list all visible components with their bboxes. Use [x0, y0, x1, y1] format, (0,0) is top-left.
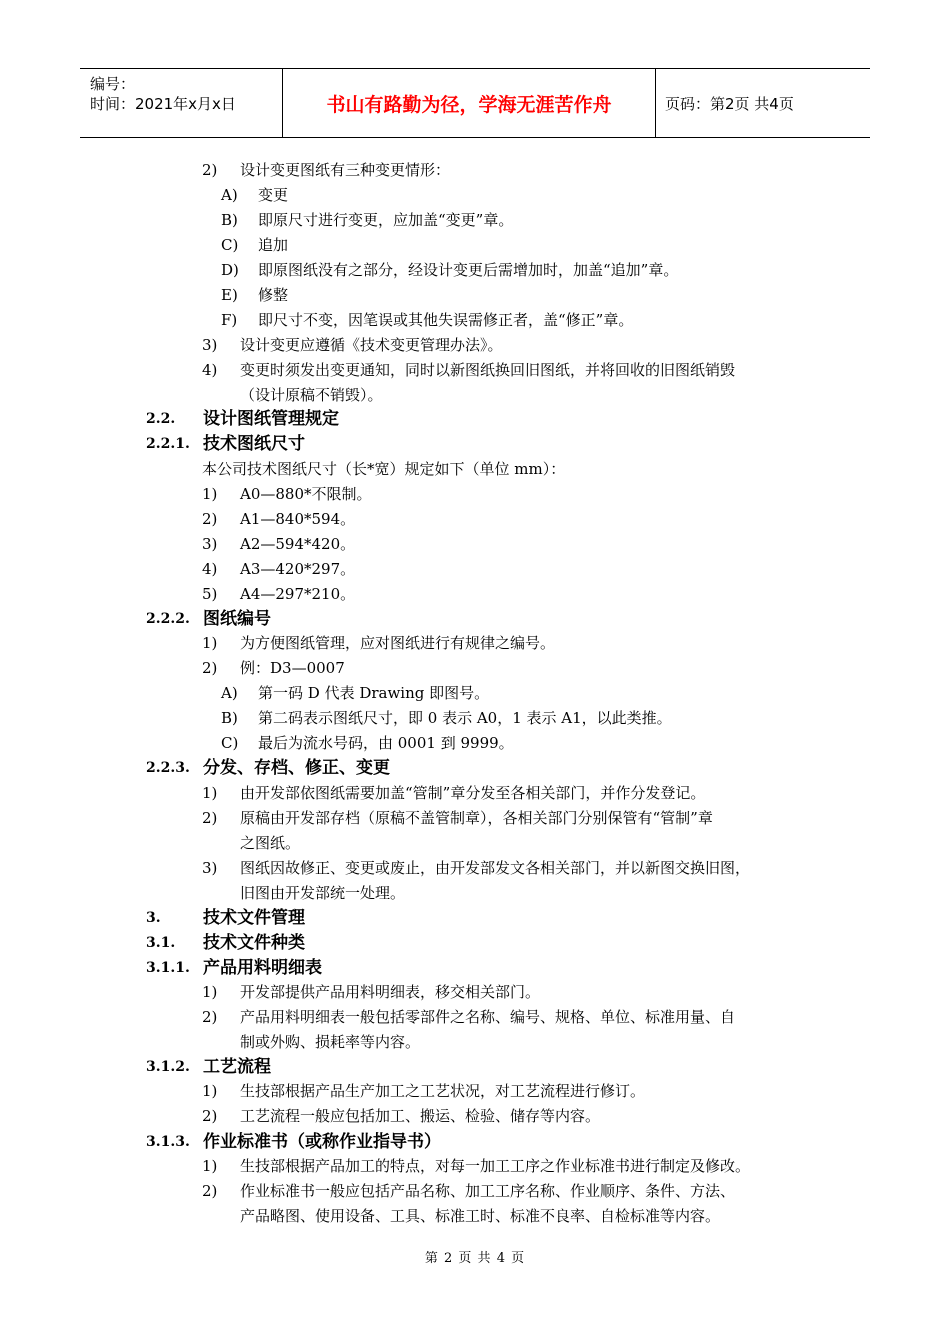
item-text: A1—840*594。 — [240, 510, 356, 528]
section-heading: 作业标准书（或称作业指导书） — [203, 1132, 441, 1152]
list-item — [202, 858, 751, 878]
section-number: 3. — [146, 910, 161, 926]
doc-number-label: 编号： — [90, 75, 136, 93]
paragraph: 本公司技术图纸尺寸（长*宽）规定如下（单位 mm）： — [202, 460, 566, 478]
list-item — [202, 160, 451, 180]
item-continuation: 旧图由开发部统一处理。 — [240, 884, 406, 902]
list-item — [221, 260, 679, 280]
item-text: 设计变更图纸有三种变更情形： — [240, 161, 451, 179]
item-number: C) — [221, 236, 239, 254]
item-text: A0—880*不限制。 — [240, 485, 372, 503]
item-number: 1) — [202, 784, 218, 802]
page-header — [80, 68, 870, 138]
item-number: 3) — [202, 535, 218, 553]
item-text: A4—297*210。 — [240, 585, 356, 603]
section-number: 3.1.1. — [146, 960, 190, 976]
item-text: 即原图纸没有之部分，经设计变更后需增加时，加盖“追加”章。 — [258, 261, 679, 279]
section-number: 3.1. — [146, 935, 176, 951]
list-item — [221, 683, 490, 703]
item-text: 第一码 D 代表 Drawing 即图号。 — [258, 684, 490, 702]
item-number: 1) — [202, 983, 218, 1001]
list-item — [202, 509, 356, 529]
item-number: 5) — [202, 585, 218, 603]
item-continuation: （设计原稿不销毁）。 — [240, 386, 383, 404]
item-text: 修整 — [258, 286, 289, 304]
item-text: 产品用料明细表一般包括零部件之名称、编号、规格、单位、标准用量、自 — [240, 1008, 736, 1026]
item-text: 图纸因故修正、变更或废止，由开发部发文各相关部门，并以新图交换旧图， — [240, 859, 751, 877]
item-text: 变更时须发出变更通知，同时以新图纸换回旧图纸，并将回收的旧图纸销毁 — [240, 361, 736, 379]
item-number: A) — [221, 684, 238, 702]
item-continuation: 产品略图、使用设备、工具、标准工时、标准不良率、自检标准等内容。 — [240, 1207, 721, 1225]
section-heading: 分发、存档、修正、变更 — [203, 758, 390, 778]
item-text: 即原尺寸进行变更，应加盖“变更”章。 — [258, 211, 514, 229]
section-number: 2.2.3. — [146, 760, 190, 776]
item-number: F) — [221, 311, 238, 329]
list-item — [202, 658, 345, 678]
item-number: 4) — [202, 361, 218, 379]
section-heading: 工艺流程 — [203, 1057, 271, 1077]
item-number: 1) — [202, 634, 218, 652]
item-text: 即尺寸不变，因笔误或其他失误需修正者，盖“修正”章。 — [258, 311, 634, 329]
item-number: 1) — [202, 485, 218, 503]
item-text: 生技部根据产品生产加工之工艺状况，对工艺流程进行修订。 — [240, 1082, 646, 1100]
list-item — [221, 235, 289, 255]
list-item — [202, 633, 556, 653]
header-motto-cell — [282, 69, 656, 137]
item-number: C) — [221, 734, 239, 752]
item-number: 2) — [202, 1008, 218, 1026]
list-item — [202, 360, 736, 380]
list-item — [221, 733, 514, 753]
section-heading: 产品用料明细表 — [203, 958, 322, 978]
item-number: 2) — [202, 1182, 218, 1200]
item-number: 2) — [202, 1107, 218, 1125]
list-item — [221, 708, 672, 728]
item-number: 3) — [202, 859, 218, 877]
list-item — [202, 1181, 736, 1201]
item-text: 变更 — [258, 186, 289, 204]
section-number: 3.1.3. — [146, 1134, 190, 1150]
section-heading: 技术文件种类 — [203, 933, 305, 953]
section-number: 3.1.2. — [146, 1059, 190, 1075]
list-item — [221, 185, 289, 205]
list-item — [202, 484, 372, 504]
section-number: 2.2.2. — [146, 611, 190, 627]
item-continuation: 之图纸。 — [240, 834, 301, 852]
item-text: 原稿由开发部存档（原稿不盖管制章），各相关部门分别保管有“管制”章 — [240, 809, 713, 827]
item-text: 追加 — [258, 236, 289, 254]
item-text: 为方便图纸管理，应对图纸进行有规律之编号。 — [240, 634, 556, 652]
item-number: D) — [221, 261, 239, 279]
list-item — [202, 534, 356, 554]
item-number: B) — [221, 709, 238, 727]
item-number: 1) — [202, 1082, 218, 1100]
section-heading: 技术文件管理 — [203, 908, 305, 928]
item-number: 2) — [202, 659, 218, 677]
list-item — [202, 584, 356, 604]
page-footer: 第 2 页 共 4 页 — [424, 1251, 526, 1266]
section-number: 2.2. — [146, 411, 176, 427]
list-item — [202, 783, 706, 803]
item-number: E) — [221, 286, 238, 304]
header-page-info: 页码：第2页 共4页 — [665, 94, 794, 113]
section-heading: 图纸编号 — [203, 609, 271, 629]
list-item — [202, 1106, 601, 1126]
item-text: 工艺流程一般应包括加工、搬运、检验、储存等内容。 — [240, 1107, 601, 1125]
item-text: 设计变更应遵循《技术变更管理办法》。 — [240, 336, 503, 354]
list-item — [221, 285, 289, 305]
item-text: A2—594*420。 — [240, 535, 356, 553]
list-item — [221, 310, 634, 330]
item-number: 4) — [202, 560, 218, 578]
item-continuation: 制或外购、损耗率等内容。 — [240, 1033, 421, 1051]
item-text: 最后为流水号码，由 0001 到 9999。 — [258, 734, 514, 752]
item-number: 2) — [202, 510, 218, 528]
list-item — [202, 1156, 751, 1176]
list-item — [202, 808, 713, 828]
item-text: 作业标准书一般应包括产品名称、加工工序名称、作业顺序、条件、方法、 — [240, 1182, 736, 1200]
item-number: 2) — [202, 809, 218, 827]
item-text: 由开发部依图纸需要加盖“管制”章分发至各相关部门，并作分发登记。 — [240, 784, 706, 802]
section-heading: 设计图纸管理规定 — [203, 409, 339, 429]
item-text: A3—420*297。 — [240, 560, 356, 578]
section-number: 2.2.1. — [146, 436, 190, 452]
list-item — [202, 982, 541, 1002]
list-item — [202, 1081, 646, 1101]
item-text: 开发部提供产品用料明细表，移交相关部门。 — [240, 983, 541, 1001]
header-page-cell — [656, 69, 870, 137]
item-text: 第二码表示图纸尺寸，即 0 表示 A0，1 表示 A1，以此类推。 — [258, 709, 672, 727]
list-item — [202, 559, 356, 579]
list-item — [202, 1007, 736, 1027]
item-text: 例：D3—0007 — [240, 659, 345, 677]
list-item — [221, 210, 514, 230]
item-number: 3) — [202, 336, 218, 354]
date-label: 时间：2021年x月x日 — [90, 95, 236, 113]
item-number: A) — [221, 186, 238, 204]
item-number: 2) — [202, 161, 218, 179]
item-text: 生技部根据产品加工的特点，对每一加工工序之作业标准书进行制定及修改。 — [240, 1157, 751, 1175]
item-number: B) — [221, 211, 238, 229]
header-motto: 书山有路勤为径，学海无涯苦作舟 — [326, 93, 612, 116]
item-number: 1) — [202, 1157, 218, 1175]
header-meta — [80, 69, 282, 137]
list-item — [202, 335, 503, 355]
section-heading: 技术图纸尺寸 — [203, 434, 305, 454]
